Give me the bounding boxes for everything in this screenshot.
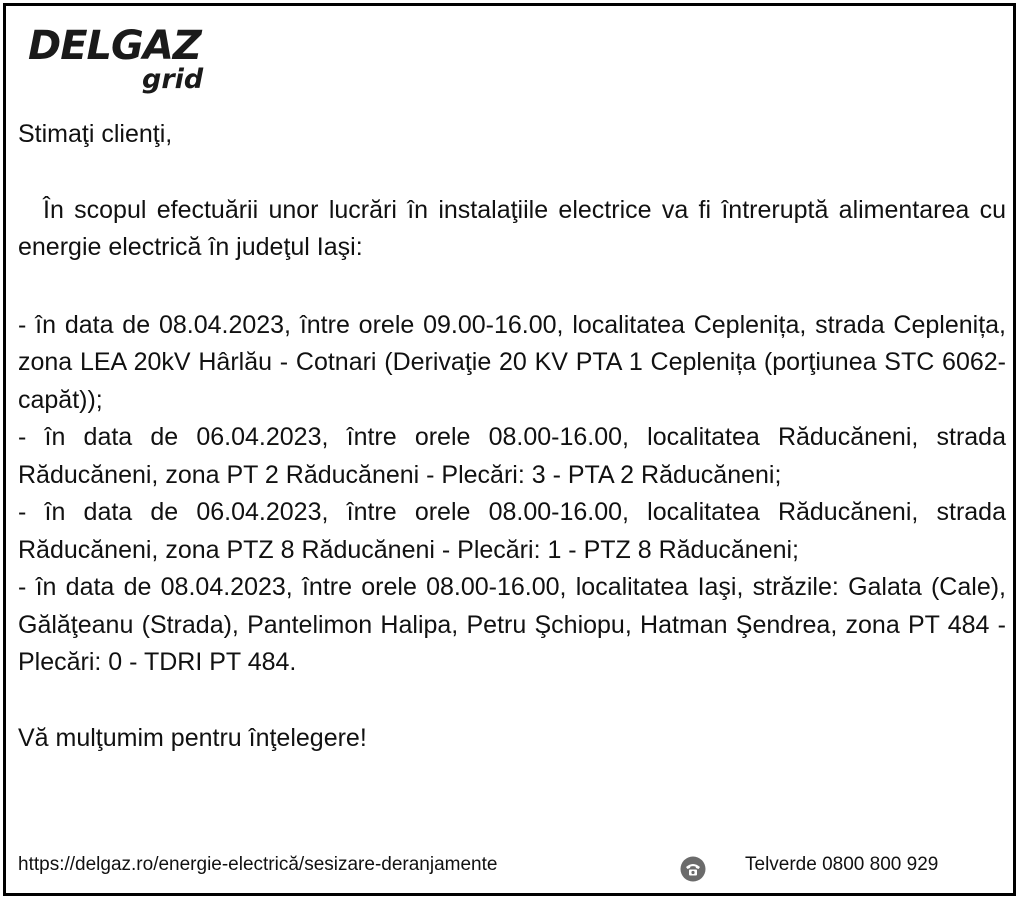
footer-url: https://delgaz.ro/energie-electrică/sesizare-deranjamente: [18, 854, 498, 875]
delgaz-grid-logo: [28, 24, 228, 104]
greeting: Stimaţi clienţi,: [18, 120, 173, 148]
footer-phone: Telverde 0800 800 929: [745, 854, 939, 875]
notice-body: [18, 116, 1006, 757]
intro-paragraph: În scopul efectuării unor lucrări în instalaţiile electrice va fi întreruptă alimentarea cu energie electrică în judeţul Iaşi:: [18, 195, 1006, 261]
logo-brand-text: DELGAZ: [28, 23, 201, 69]
outage-item-1: - în data de 08.04.2023, între orele 09.00-16.00, localitatea Ceplenița, strada Ceplenița, zona LEA 20kV Hârlău - Cotnari (Derivaţie 20 KV PTA 1 Ceplenița (porţiunea STC 6062-capăt));: [18, 310, 1006, 414]
outage-item-3: - în data de 06.04.2023, între orele 08.00-16.00, localitatea Răducăneni, strada Răducăneni, zona PTZ 8 Răducăneni - Plecări: 1 - PTZ 8 Răducăneni;: [18, 498, 1006, 564]
thanks-line: Vă mulţumim pentru înţelegere!: [18, 723, 367, 752]
outage-item-2: - în data de 06.04.2023, între orele 08.00-16.00, localitatea Răducăneni, strada Răducăneni, zona PT 2 Răducăneni - Plecări: 3 - PTA 2 Răducăneni;: [18, 423, 1006, 489]
logo-sub-text: grid: [142, 64, 204, 95]
outage-item-4: - în data de 08.04.2023, între orele 08.00-16.00, localitatea Iaşi, străzile: Galata (Cale), Gălăţeanu (Strada), Pantelimon Halipa, Petru Şchiopu, Hatman Şendrea, zona PT 484 - Plecări: 0 - TDRI PT 484.: [18, 573, 1006, 676]
telephone-icon: [680, 856, 706, 882]
